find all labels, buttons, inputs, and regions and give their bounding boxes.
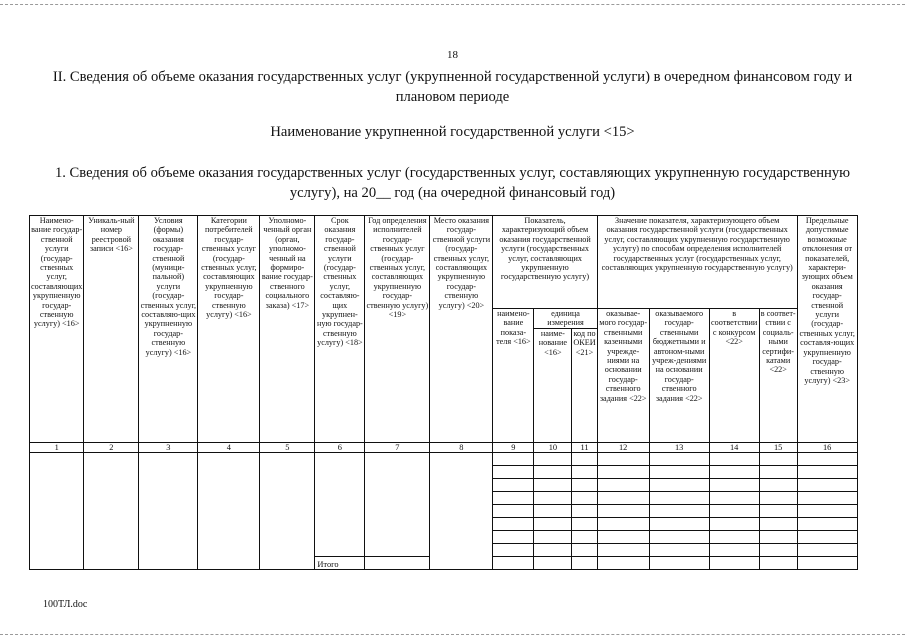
header-conditions: Условия (формы) оказания государ-ственной (муници-пальной) услуги (государ-ственных услуг, составляю-щих укрупненную государ-ственную услугу) <16> bbox=[139, 216, 198, 443]
table-cell bbox=[597, 479, 649, 492]
total-label: Итого bbox=[315, 557, 365, 570]
column-number: 1 bbox=[30, 442, 84, 452]
column-number: 12 bbox=[597, 442, 649, 452]
table-cell bbox=[709, 492, 759, 505]
table-cell bbox=[493, 466, 534, 479]
table-cell bbox=[597, 492, 649, 505]
table-cell bbox=[797, 505, 857, 518]
header-service-name: Наимено-вание государ-ственной услуги (государ-ственных услуг, составляющих укрупненную государ-ственную услугу) <16> bbox=[30, 216, 84, 443]
table-cell bbox=[759, 492, 797, 505]
table-cell bbox=[30, 453, 84, 570]
table-row bbox=[30, 453, 858, 466]
page-number: 18 bbox=[447, 49, 458, 61]
table-cell bbox=[430, 479, 493, 492]
table-cell bbox=[709, 466, 759, 479]
table-cell bbox=[572, 505, 597, 518]
table-cell bbox=[649, 466, 709, 479]
header-consumer-categories: Категории потребителей государ-ственных услуг (государ-ственных услуг, составляющих укрупненную государ-ственную услугу) <16> bbox=[198, 216, 260, 443]
table-cell bbox=[534, 505, 572, 518]
header-authorized-body: Уполномо-ченный орган (орган, уполномо-ченный на формиро-вание государ-ственного социального заказа) <17> bbox=[260, 216, 315, 443]
table-cell bbox=[430, 557, 493, 570]
table-cell bbox=[597, 531, 649, 544]
table-cell bbox=[759, 466, 797, 479]
table-cell bbox=[572, 479, 597, 492]
table-cell bbox=[572, 531, 597, 544]
column-number: 7 bbox=[365, 442, 430, 452]
table-cell bbox=[797, 466, 857, 479]
table-cell bbox=[84, 453, 139, 570]
table-cell bbox=[430, 505, 493, 518]
table-cell bbox=[709, 479, 759, 492]
table-cell bbox=[534, 466, 572, 479]
table-cell bbox=[534, 531, 572, 544]
table-cell bbox=[797, 544, 857, 557]
column-number: 14 bbox=[709, 442, 759, 452]
table-cell bbox=[597, 453, 649, 466]
table-cell bbox=[572, 492, 597, 505]
table-cell bbox=[572, 453, 597, 466]
table-cell bbox=[597, 557, 649, 570]
table-cell bbox=[649, 479, 709, 492]
column-number: 3 bbox=[139, 442, 198, 452]
header-okei-code: код по ОКЕИ <21> bbox=[572, 328, 597, 442]
table-cell bbox=[759, 518, 797, 531]
table-cell bbox=[493, 479, 534, 492]
subsection-title: 1. Сведения об объеме оказания государственных услуг (государственных услуг, составляющих укрупненную государственную услугу), на 20__ год (на очередной финансовый год) bbox=[54, 165, 851, 201]
table-cell bbox=[572, 557, 597, 570]
scan-edge-top bbox=[0, 4, 905, 5]
table-cell bbox=[797, 531, 857, 544]
table-cell bbox=[709, 518, 759, 531]
table-cell bbox=[534, 557, 572, 570]
table-cell bbox=[709, 505, 759, 518]
table-cell bbox=[534, 544, 572, 557]
service-volume-table bbox=[29, 215, 858, 570]
table-cell bbox=[572, 518, 597, 531]
table-cell bbox=[759, 479, 797, 492]
table-cell bbox=[260, 453, 315, 570]
header-allowed-deviations: Предельные допустимые возможные отклонения от показателей, характери-зующих объем оказания государ-ственной услуги (государ-ственных услуг, составля-ющих укрупненную государ-ственную услугу) <23> bbox=[797, 216, 857, 443]
table-cell bbox=[430, 531, 493, 544]
column-number: 15 bbox=[759, 442, 797, 452]
header-service-place: Место оказания государ-ственной услуги (государ-ственных услуг, составляющих укрупненную государ-ственную услугу) <20> bbox=[430, 216, 493, 443]
column-number: 9 bbox=[493, 442, 534, 452]
column-number: 13 bbox=[649, 442, 709, 452]
table-cell bbox=[430, 544, 493, 557]
table-cell bbox=[649, 518, 709, 531]
table-cell bbox=[493, 531, 534, 544]
table-cell bbox=[534, 518, 572, 531]
table-cell bbox=[572, 544, 597, 557]
table-cell bbox=[649, 531, 709, 544]
header-indicator-name: наимено-вание показа-теля <16> bbox=[493, 309, 534, 443]
column-number: 4 bbox=[198, 442, 260, 452]
table-cell bbox=[198, 453, 260, 570]
service-name-line: Наименование укрупненной государственной услуги <15> bbox=[270, 124, 635, 140]
table-cell bbox=[709, 453, 759, 466]
table-cell bbox=[572, 466, 597, 479]
header-unit-group: единица измерения bbox=[534, 309, 597, 329]
table-cell bbox=[430, 492, 493, 505]
table-cell bbox=[430, 466, 493, 479]
column-number: 6 bbox=[315, 442, 365, 452]
table-cell bbox=[759, 453, 797, 466]
table-cell bbox=[493, 453, 534, 466]
header-value-budget-institutions: оказываемого государ-ственными бюджетными и автоном-ными учреж-дениями на основании государ-ственного задания <22> bbox=[649, 309, 709, 443]
table-cell bbox=[493, 505, 534, 518]
section-title: II. Сведения об объеме оказания государственных услуг (укрупненной государственной услуги) в очередном финансовом году и плановом периоде bbox=[52, 69, 853, 105]
table-cell bbox=[315, 453, 365, 557]
column-number: 2 bbox=[84, 442, 139, 452]
header-value-competition: в соответствии с конкурсом <22> bbox=[709, 309, 759, 443]
table-cell bbox=[493, 557, 534, 570]
table-cell bbox=[493, 518, 534, 531]
table-cell bbox=[365, 557, 430, 570]
header-executor-year: Год определения исполнителей государ-ственных услуг (государ-ственных услуг, составляющих укрупненную государ-ственную услугу) <19> bbox=[365, 216, 430, 443]
table-cell bbox=[759, 557, 797, 570]
table-cell bbox=[759, 544, 797, 557]
column-number: 16 bbox=[797, 442, 857, 452]
header-volume-indicator-group: Показатель, характеризующий объем оказания государственной услуги (государственных услуг, составляющих укрупненную государственную услугу) bbox=[493, 216, 597, 309]
table-cell bbox=[759, 531, 797, 544]
scan-edge-bottom bbox=[0, 634, 905, 635]
table-cell bbox=[597, 544, 649, 557]
header-indicator-value-group: Значение показателя, характеризующего объем оказания государственной услуги (государственных услуг, составляющих укрупненную государственную услугу) по способам определения исполнителей государственных услуг (государственных услуг, составляющих укрупненную государственную услугу) bbox=[597, 216, 797, 309]
table-cell bbox=[797, 557, 857, 570]
table-cell bbox=[797, 453, 857, 466]
table-cell bbox=[493, 544, 534, 557]
column-number: 8 bbox=[430, 442, 493, 452]
table-cell bbox=[597, 518, 649, 531]
column-number: 10 bbox=[534, 442, 572, 452]
table-cell bbox=[139, 453, 198, 570]
table-cell bbox=[649, 453, 709, 466]
table-cell bbox=[649, 544, 709, 557]
table-cell bbox=[709, 544, 759, 557]
table-cell bbox=[534, 453, 572, 466]
table-cell bbox=[797, 518, 857, 531]
table-cell bbox=[649, 557, 709, 570]
column-number: 5 bbox=[260, 442, 315, 452]
table-cell bbox=[597, 505, 649, 518]
table-cell bbox=[493, 492, 534, 505]
header-service-term: Срок оказания государ-ственной услуги (государ-ственных услуг, составляю-щих укрупнен-ную государ-ственную услугу) <18> bbox=[315, 216, 365, 443]
table-cell bbox=[759, 505, 797, 518]
table-cell bbox=[649, 492, 709, 505]
header-registry-number: Уникаль-ный номер реестровой записи <16> bbox=[84, 216, 139, 443]
table-cell bbox=[797, 479, 857, 492]
table-cell bbox=[797, 492, 857, 505]
footer-filename: 100ТЛ.doc bbox=[43, 599, 88, 610]
table-cell bbox=[365, 453, 430, 557]
table-cell bbox=[597, 466, 649, 479]
header-value-state-institutions: оказывае-мого государ-ственными казенными учрежде-ниями на основании государ-ственного задания <22> bbox=[597, 309, 649, 443]
table-cell bbox=[709, 557, 759, 570]
column-number: 11 bbox=[572, 442, 597, 452]
table-cell bbox=[534, 479, 572, 492]
table-cell bbox=[430, 518, 493, 531]
table-cell bbox=[649, 505, 709, 518]
table-cell bbox=[430, 453, 493, 466]
header-unit-name: наиме-нование <16> bbox=[534, 328, 572, 442]
table-cell bbox=[709, 531, 759, 544]
header-value-certificates: в соответ-ствии с социаль-ными сертифи-катами <22> bbox=[759, 309, 797, 443]
table-cell bbox=[534, 492, 572, 505]
